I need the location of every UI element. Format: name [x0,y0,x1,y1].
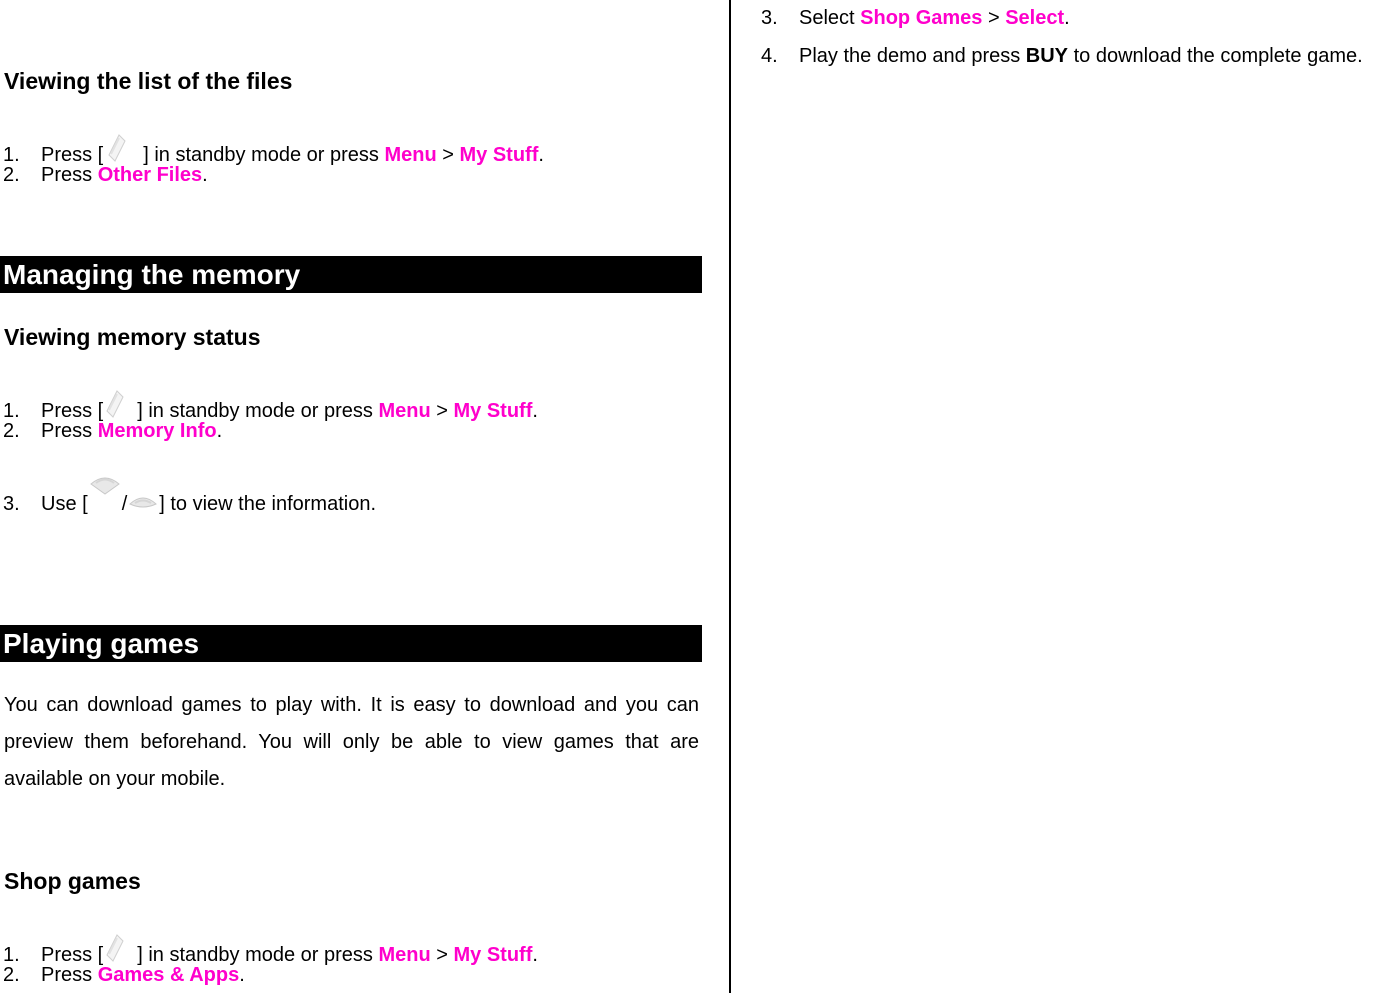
section-title-memory-status: Viewing memory status [4,324,261,350]
nav-up-icon [88,496,122,514]
nav-down-icon [127,484,159,514]
list-item: 1. Press [ ] in standby mode or press Menu > My Stuff. [3,133,544,167]
list-item: 2. Press Other Files. [3,164,208,186]
list-item: 1. Press [ ] in standby mode or press Menu > My Stuff. [3,933,538,967]
list-item: 1. Press [ ] in standby mode or press Menu > My Stuff. [3,389,538,423]
soft-key-icon [103,933,137,967]
list-item: 4. Play the demo and press BUY to download the complete game. [761,45,1363,67]
section-bar-games: Playing games [0,625,702,662]
games-intro-paragraph: You can download games to play with. It is easy to download and you can preview them beforehand. You will only be able to view games that are available on your mobile. [4,694,699,790]
soft-key-icon [103,389,137,423]
soft-key-icon [103,133,143,167]
right-column [732,0,1384,993]
list-item: 3. Use [ / ] to view the information. [3,484,376,516]
section-title-view-files: Viewing the list of the files [4,68,293,94]
section-bar-memory: Managing the memory [0,256,702,293]
list-item: 2. Press Games & Apps. [3,964,245,986]
list-item: 2. Press Memory Info. [3,420,223,442]
list-item: 3. Select Shop Games > Select. [761,7,1070,29]
column-divider [729,0,731,993]
section-title-shop-games: Shop games [4,868,141,894]
